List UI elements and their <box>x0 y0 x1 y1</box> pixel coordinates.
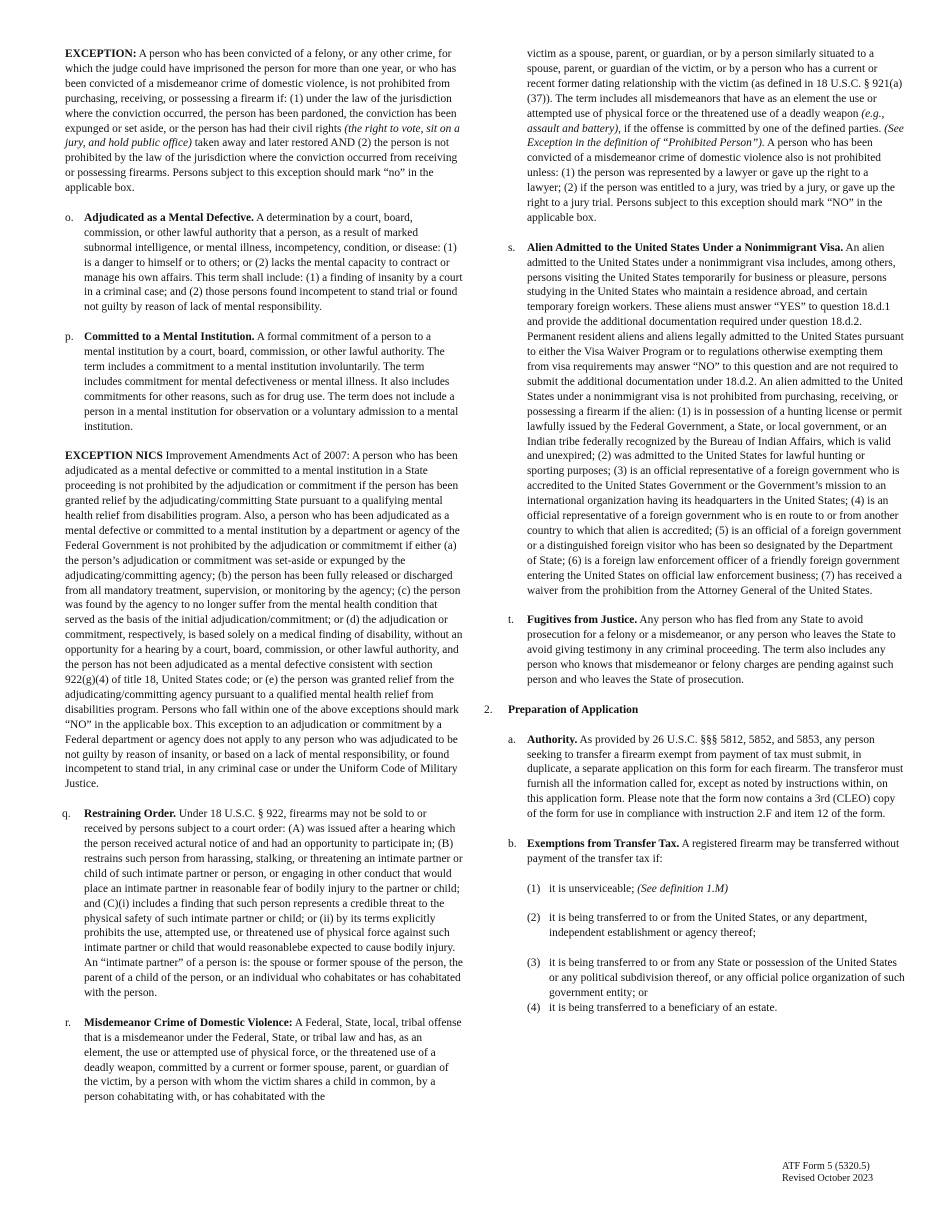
section-marker: 2. <box>484 703 493 716</box>
sub-text: it is being transferred to a beneficiary of an estate. <box>549 1001 778 1014</box>
form-number: ATF Form 5 (5320.5) <box>782 1161 870 1172</box>
item-marker: r. <box>65 1016 72 1029</box>
instruction-a <box>508 733 905 822</box>
item-text: Under 18 U.S.C. § 922, firearms may not be sold to or received by persons subject to a court order: (A) was issued after a hearing which the person received actural notice of and had an opportunity to participate in; (B) restrains such person from harassing, stalking, or threatening an intimate partner or child of such intimate partner or person, or engaging in other conduct that would place an intimate partner in reasonable fear of bodily injury to the partner or child; and (C)(i) includes a finding that such person represents a credible threat to the physical safety of such intimate partner or child; or (ii) by its terms explicitly prohibits the use, attempted use, or threatened use of physical force against such intimate partner or child that would reasonablebe expected to cause bodily injury. An “intimate partner” of a person is: the spouse or former spouse of the person, the parent of a child of the person, or an individual who cohabitates or has cohabitated with the person. <box>84 808 463 1000</box>
exception-nics-text: Improvement Amendments Act of 2007: A person who has been adjudicated as a mental defective or committed to a mental institution in a State proceeding is not prohibited by the adjudication or commitment if the person has been granted relief by the adjudicating/committing State pursuant to a qualifying mental health relief from disabilities program. Also, a person who has been adjudicated as a mental defective or committed to a mental institution by a department or agency of the Federal Government is not prohibited by the adjudication or commitmemt if either (a) the person’s adjudication or commitment was set-aside or expunged by the adjudicating/committing agency; (b) the person has been fully released or discharged from all mandatory treatment, supervision, or monitoring by the agency; (c) the person was found by the agency to no longer suffer from the mental health condition that served as the basis of the initial adjudication/commitment; or (d) the adjudication or commitment, respectively, is based solely on a medical finding of disability, without an opportunity for a hearing by a court, board, commission, or other lawful authority, and the person has not been adjudicated as a mental defective consistent with section 922(g)(4) of title 18, United States code; or (e) the person was granted relief from the adjudicating/committing agency pursuant to a qualified mental health relief from disabilities program. Persons who fall within one of the above exceptions should mark “NO” in the applicable box. This exception to an adjudication or commitment by a Federal department or agency does not apply to any person who was adjudicated to be not guilty by reason of insanity, or based on a lack of mental responsibility, or found incompetent to stand trial, in any criminal case or under the Uniform Code of Military Justice. <box>65 450 463 791</box>
exception-italic: (the right to vote, sit on a jury, and hold public office) <box>65 122 460 150</box>
item-text: A determination by a court, board, commission, or other lawful authority that a person, as a result of marked subnormal intelligence, or mental illness, incompetency, condition, or disease: (1) is a danger to himself or to others; or (2) lacks the mental capacity to contract or manage his own affairs. This term shall include: (1) a finding of insanity by a court in a criminal case; and (2) those persons found incompetent to stand trial or found not guilty by reason of lack of mental responsibility. <box>84 211 463 314</box>
item-marker: a. <box>508 733 516 746</box>
item-text: , if the offense is committed by one of the defined parties. <box>618 122 885 135</box>
item-title: Exemptions from Transfer Tax. <box>527 837 680 850</box>
right-column <box>484 47 905 1031</box>
item-title: Misdemeanor Crime of Domestic Violence: <box>84 1016 293 1029</box>
sub-text: it is being transferred to or from any State or possession of the United States or any political subdivision thereof, or any official police organization of such government entity; or <box>549 957 905 999</box>
sub-marker: (2) <box>527 912 541 925</box>
item-marker: t. <box>508 614 515 627</box>
sub-text: it is unserviceable; <box>549 882 638 895</box>
item-title: Committed to a Mental Institution. <box>84 331 255 344</box>
section-title: Preparation of Application <box>508 703 639 716</box>
item-title: Fugitives from Justice. <box>527 614 638 627</box>
definition-q <box>62 807 463 1001</box>
item-title: Alien Admitted to the United States Under a Nonimmigrant Visa. <box>527 241 844 254</box>
item-title: Authority. <box>527 733 578 746</box>
item-text: As provided by 26 U.S.C. §§§ 5812, 5852, and 5853, any person seeking to transfer a firearm exempt from payment of tax must submit, in duplicate, a separate application on this form for each firearm. The transferor must furnish all the information called for, except as noted by instructions within, on this application form. Please note that the form now contains a 3rd (CLEO) copy of the form for use in compliance with instruction 2.F and item 12 of the form. <box>527 733 904 821</box>
item-marker: b. <box>508 837 517 850</box>
item-title: Restraining Order. <box>84 808 176 821</box>
revision-date: Revised October 2023 <box>782 1173 874 1185</box>
definition-r <box>65 1016 463 1105</box>
left-column <box>62 47 463 1120</box>
exception-felony-paragraph <box>65 47 463 196</box>
item-title: Adjudicated as a Mental Defective. <box>84 211 254 224</box>
item-text: A person who has been convicted of a misdemeanor crime of domestic violence also is not prohibited unless: (1) the person was represented by a lawyer or gave up the right to a lawyer; (2) if the person was entitled to a jury, was tried by a jury, or gave up the right to a jury trial. Persons subject to this exception should mark “NO” in the applicable box. <box>527 137 895 224</box>
definition-t <box>508 613 905 688</box>
definition-p <box>65 330 463 434</box>
sub-text: it is being transferred to or from the United States, or any department, independent establishment or agency thereof; <box>549 912 868 940</box>
definition-o <box>65 211 463 315</box>
sub-marker: (4) <box>527 1001 541 1014</box>
exemption-3 <box>527 956 905 1001</box>
item-text: A formal commitment of a person to a mental institution by a court, board, commission, or other lawful authority. The term includes a commitment to a mental institution involuntarily. The term includes commitment for mental defectiveness or mental illness. It also includes commitments for other reasons, such as for drug use. The term does not include a person in a mental institution for observation or a voluntary admission to a mental institution. <box>84 331 459 433</box>
exception-nics-paragraph <box>65 449 463 792</box>
instruction-b-list <box>508 882 905 1016</box>
sub-italic: (See definition 1.M) <box>637 882 729 895</box>
item-text: victim as a spouse, parent, or guardian, or by a person similarly situated to a spouse, parent, or guardian of the victim, or by a person who has a current or recent former dating relationship with the victim (as defined in 18 U.S.C. § 921(a)(37)). The term includes all misdemeanors that have as an element the use or attempted use of physical force or the threatened use of a deadly weapon <box>527 48 903 120</box>
item-marker: o. <box>65 211 74 224</box>
exemption-4 <box>527 1001 905 1016</box>
sub-marker: (1) <box>527 882 541 895</box>
definition-s <box>508 241 905 599</box>
sub-marker: (3) <box>527 957 541 970</box>
exception-text: A person who has been convicted of a felony, or any other crime, for which the judge could have imprisoned the person for more than one year, or who has been convicted of a misdemeanor crime of domestic violence, is not prohibited from purchasing, receiving, or possessing a firearm if: (1) under the law of the jurisdiction where the conviction occurred, the person has been pardoned, the conviction has been expunged or set aside, or the person has had their civil rights <box>65 48 457 135</box>
item-text: A Federal, State, local, tribal offense that is a misdemeanor under the Federal, State, or tribal law and has, as an element, the use or attempted use of physical force, or the threatened use of a deadly weapon, committed by a current or former spouse, parent, or guardian of the victim, by a person with whom the victim shares a child in common, by a person cohabitating with, or has cohabitated with the <box>84 1016 462 1104</box>
exemption-2 <box>527 911 905 941</box>
exemption-1 <box>527 882 905 897</box>
definition-r-continued <box>508 47 905 226</box>
exception-nics-label: EXCEPTION NICS <box>65 450 163 463</box>
form-footer <box>782 1161 873 1186</box>
instruction-b <box>508 837 905 867</box>
exception-text-end: taken away and later restored AND (2) the person is not prohibited by the law of the jurisdiction where the conviction occurred from receiving or possessing firearms. Persons subject to this exception should mark “no” in the applicable box. <box>65 137 458 195</box>
item-marker: q. <box>62 808 71 821</box>
item-marker: s. <box>508 241 516 254</box>
item-italic: (See Exception in the definition of “Prohibited Person”). <box>527 122 904 150</box>
section-2-heading <box>484 703 905 718</box>
exception-label: EXCEPTION: <box>65 48 137 60</box>
item-italic: (e.g., assault and battery) <box>527 107 885 135</box>
item-text: An alien admitted to the United States under a nonimmigrant visa includes, among others, persons visiting the United States temporarily for business or pleasure, persons studying in the United States who maintain a residence abroad, and certain temporary foreign workers. These aliens must answer “YES” to question 18.d.1 and provide the additional documentation required under question 18.d.2. Permanent resident aliens and aliens legally admitted to the United States pursuant to either the Visa Waiver Program or to regulations otherwise exempting them from visa requirements may answer “NO” to this question and are not required to submit the additional documentation under 18.d.2. An alien admitted to the United States under a nonimmigrant visa is not prohibited from purchasing, receiving, or possessing a firearm if the alien: (1) is in possession of a hunting license or permit lawfully issued by the Federal Government, a State, or local government, or an Indian tribe federally recognized by the Bureau of Indian Affairs, which is valid and unexpired; (2) was admitted to the United States for lawful hunting or sporting purposes; (3) is an official representative of a foreign government who is accredited to the United States Government or the Government’s mission to an international organization having its headquarters in the United States; (4) is an official representative of a foreign government who is en route to or from another country to which that alien is accredited; (5) is an official of a foreign government or a distinguished foreign visitor who has been so designated by the Department of State; (6) is a foreign law enforcement officer of a friendly foreign government entering the United States on official law enforcement business; (7) has received a waiver from the prohibition from the Attorney General of the United States. <box>527 241 904 597</box>
item-text: Any person who has fled from any State to avoid prosecution for a felony or a misdemeanor, or any person who leaves the State to avoid giving testimony in any criminal proceeding. The term also includes any person who knows that misdemeanor or felony charges are pending against such person and who leaves the State of prosecution. <box>527 614 896 687</box>
item-text: A registered firearm may be transferred without payment of the transfer tax if: <box>527 837 900 865</box>
item-marker: p. <box>65 331 74 344</box>
